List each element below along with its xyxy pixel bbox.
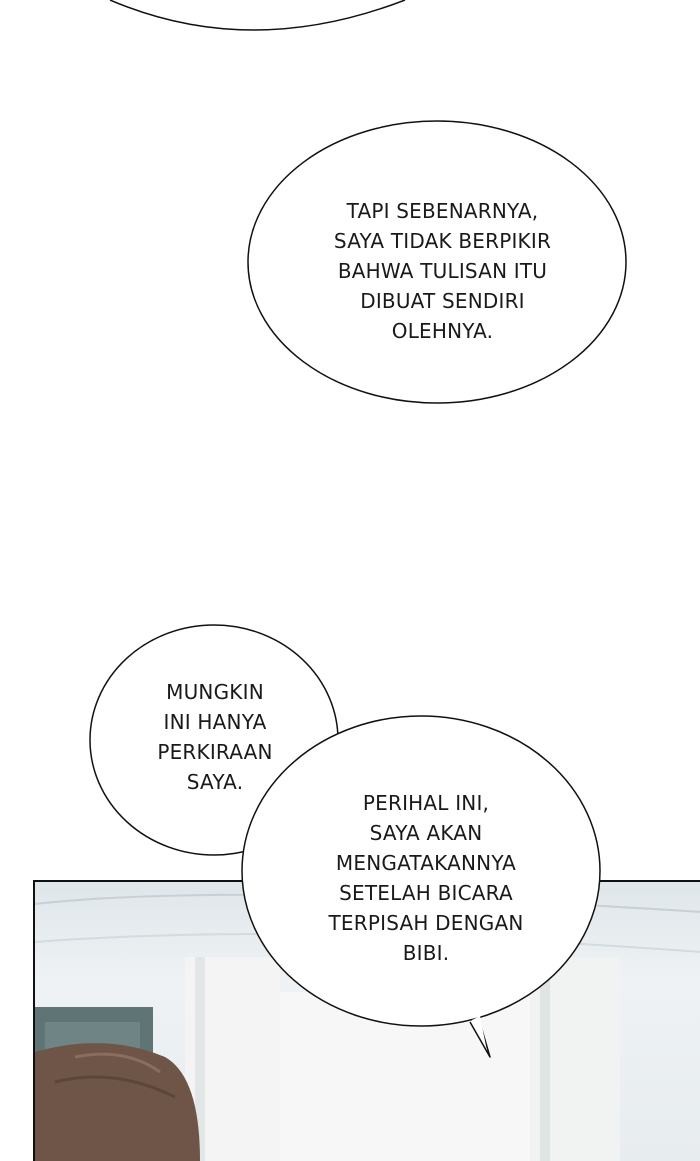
text-line: BAHWA TULISAN ITU [337,259,548,283]
text-line: SAYA TIDAK BERPIKIR [333,229,552,253]
speech-bubble-top-partial [110,0,405,30]
speech-bubble-2-text [140,677,290,797]
text-line: TAPI SEBENARNYA, [346,199,539,223]
text-line: SAYA. [186,770,244,794]
text-line: BIBI. [402,941,450,965]
text-line: MENGATAKANNYA [335,851,517,875]
text-line: INI HANYA [163,710,267,734]
text-line: SAYA AKAN [369,821,483,845]
text-line: PERIHAL INI, [362,791,490,815]
text-line: PERKIRAAN [157,740,273,764]
speech-bubble-3-text [296,788,556,968]
speech-bubble-1-text [300,196,585,346]
text-line: SETELAH BICARA [339,881,513,905]
text-line: DIBUAT SENDIRI [360,289,525,313]
text-line: MUNGKIN [166,680,264,704]
text-line: OLEHNYA. [391,319,494,343]
text-line: TERPISAH DENGAN [328,911,524,935]
